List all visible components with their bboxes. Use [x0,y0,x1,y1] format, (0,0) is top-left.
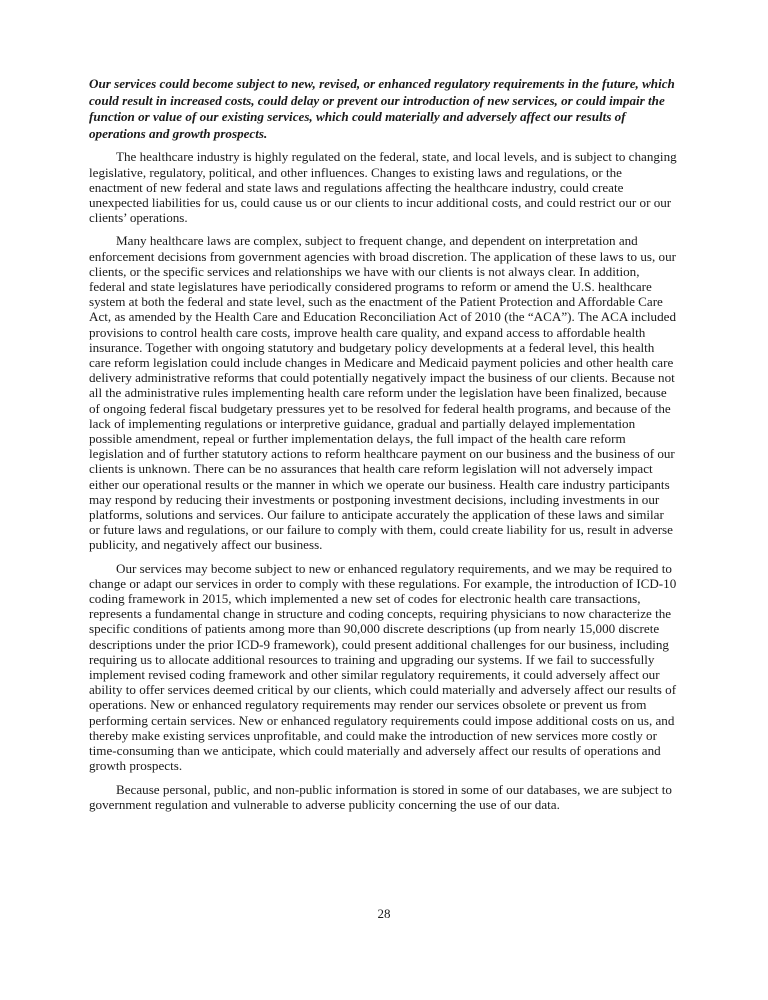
paragraph-healthcare-laws: Many healthcare laws are complex, subject to frequent change, and dependent on interpretation and enforcement decisions from government agencies with broad discretion. The application of these laws to us, our clients, or the specific services and relationships we have with our clients is not always clear. In addition, federal and state legislatures have periodically considered programs to reform or amend the U.S. healthcare system at both the federal and state level, such as the enactment of the Patient Protection and Affordable Care Act, as amended by the Health Care and Education Reconciliation Act of 2010 (the “ACA”). The ACA included provisions to control health care costs, improve health care quality, and expand access to affordable health insurance. Together with ongoing statutory and budgetary policy developments at a federal level, this health care reform legislation could include changes in Medicare and Medicaid payment policies and other health care delivery administrative reforms that could potentially negatively impact the business of our clients. Because not all the administrative rules implementing health care reform under the legislation have been finalized, because of ongoing federal fiscal budgetary pressures yet to be resolved for federal health programs, and because of the lack of implementing regulations or interpretive guidance, gradual and partially delayed implementation possible amendment, repeal or further implementation delays, the full impact of the health care reform legislation and of further statutory actions to reform healthcare payment on our business and the business of our clients is unknown. There can be no assurances that health care reform legislation will not adversely impact either our operational results or the manner in which we operate our business. Health care industry participants may respond by reducing their investments or postponing investment decisions, including investments in our platforms, solutions and services. Our failure to anticipate accurately the application of these laws and similar or future laws and regulations, or our failure to comply with them, could create liability for us, result in adverse publicity, and negatively affect our business. [89,233,676,553]
risk-factor-heading: Our services could become subject to new, revised, or enhanced regulatory requirements in the future, which could result in increased costs, could delay or prevent our introduction of new services, or could impair the function or value of our existing services, which could materially and adversely affect our results of operations and growth prospects. [89,76,675,141]
page-number: 28 [377,906,391,921]
paragraph-regulated-industry: The healthcare industry is highly regulated on the federal, state, and local levels, and is subject to changing legislative, regulatory, political, and other influences. Changes to existing laws and regulations, or the enactment of new federal and state laws and regulations affecting the healthcare industry, could create unexpected liabilities for us, could cause us or our clients to incur additional costs, and could restrict our or our clients’ operations. [89,149,677,226]
paragraph-personal-information: Because personal, public, and non-public information is stored in some of our databases, we are subject to government regulation and vulnerable to adverse publicity concerning the use of our data. [89,781,672,812]
paragraph-regulatory-requirements: Our services may become subject to new or enhanced regulatory requirements, and we may be required to change or adapt our services in order to comply with these regulations. For example, the introduction of ICD-10 coding framework in 2015, which implemented a new set of codes for electronic health care transactions, represents a fundamental change in structure and coding concepts, requiring physicians to now characterize the specific conditions of patients among more than 90,000 discrete descriptions (up from nearly 15,000 discrete descriptions under the prior ICD-9 framework), could present additional challenges for our business, including requiring us to allocate additional resources to training and upgrading our systems. If we fail to successfully implement revised coding framework and other similar regulatory requirements, it could adversely affect our ability to offer services deemed critical by our clients, which could materially and adversely affect our results of operations. New or enhanced regulatory requirements may render our services obsolete or prevent us from performing certain services. New or enhanced regulatory requirements could impose additional costs on us, and thereby make existing services unprofitable, and could make the introduction of new services more costly or time-consuming than we anticipate, which could materially and adversely affect our results of operations and growth prospects. [89,560,677,774]
document-body [89,76,677,820]
